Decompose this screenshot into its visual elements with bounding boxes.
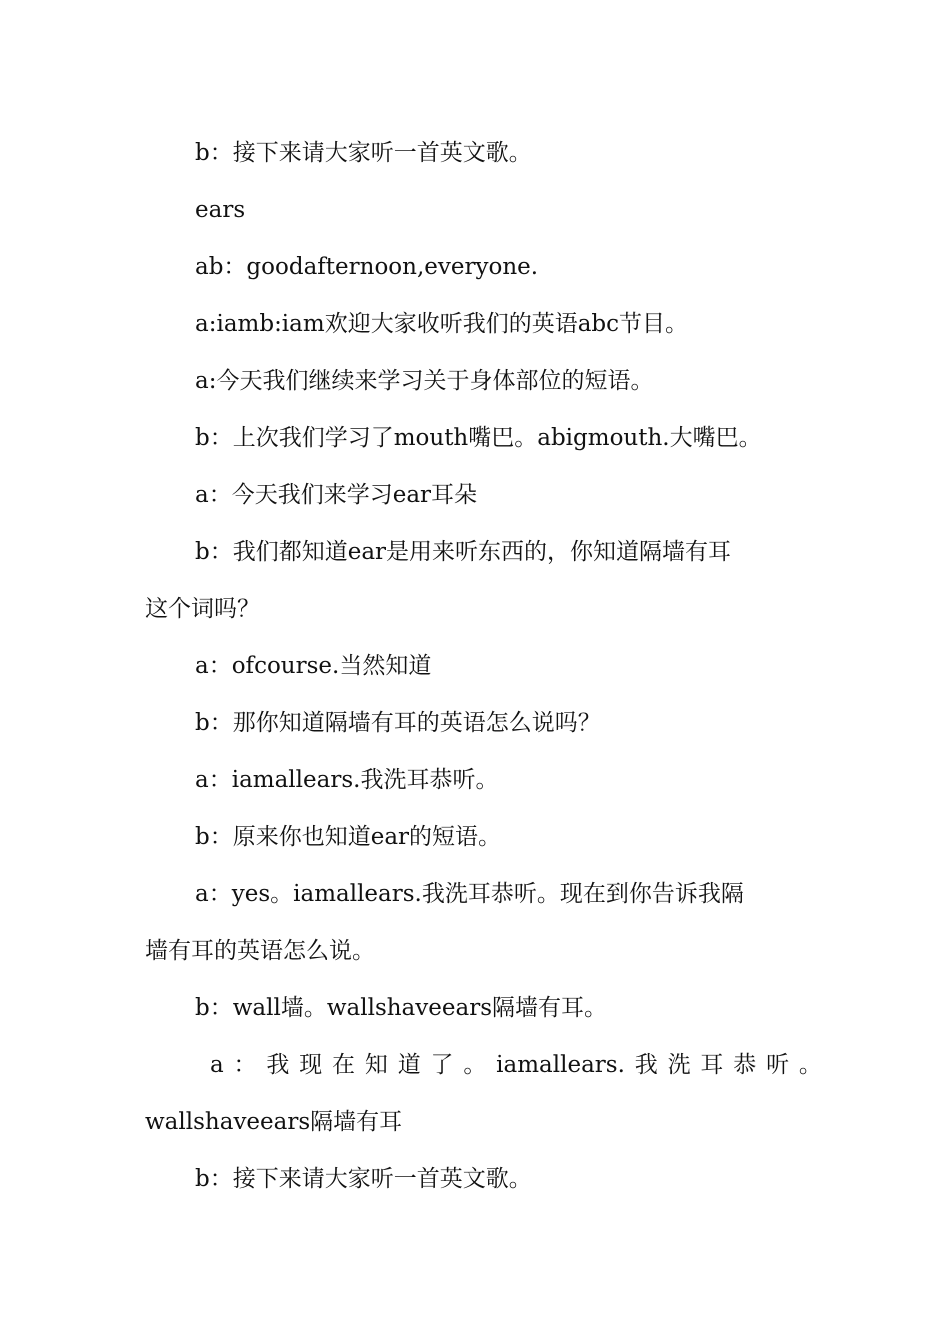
- spread-part: iamallears.: [496, 1052, 625, 1078]
- text-line-5: a:今天我们继续来学习关于身体部位的短语。: [195, 368, 654, 394]
- text-line-9: 这个词吗？: [145, 596, 260, 622]
- spread-part: 。: [798, 1052, 822, 1078]
- text-line-17-justified: [210, 1050, 822, 1080]
- spread-part: 我: [634, 1052, 658, 1078]
- spread-part: 耳: [700, 1052, 724, 1078]
- text-line-16: b：wall墙。wallshaveears隔墙有耳。: [195, 995, 608, 1021]
- text-line-14: a：yes。iamallears.我洗耳恭听。现在到你告诉我隔: [195, 881, 744, 907]
- text-line-3: ab：goodafternoon,everyone.: [195, 254, 539, 280]
- spread-part: 我: [266, 1052, 290, 1078]
- text-line-1: b：接下来请大家听一首英文歌。: [195, 140, 532, 166]
- spread-part: 道: [397, 1052, 421, 1078]
- spread-part: ：: [233, 1052, 257, 1078]
- spread-part: 洗: [667, 1052, 691, 1078]
- text-line-8: b：我们都知道ear是用来听东西的，你知道隔墙有耳: [195, 539, 732, 565]
- spread-part: a: [210, 1052, 224, 1078]
- text-line-15: 墙有耳的英语怎么说。: [145, 938, 375, 964]
- text-line-2: ears: [195, 197, 246, 223]
- text-line-19: b：接下来请大家听一首英文歌。: [195, 1166, 532, 1192]
- spread-part: 了: [430, 1052, 454, 1078]
- spread-part: 。: [463, 1052, 487, 1078]
- text-line-13: b：原来你也知道ear的短语。: [195, 824, 502, 850]
- text-line-12: a：iamallears.我洗耳恭听。: [195, 767, 499, 793]
- spread-part: 知: [364, 1052, 388, 1078]
- text-line-10: a：ofcourse.当然知道: [195, 653, 432, 679]
- spread-part: 现: [299, 1052, 323, 1078]
- text-line-4: a:iamb:iam欢迎大家收听我们的英语abc节目。: [195, 311, 689, 337]
- text-line-18: wallshaveears隔墙有耳: [145, 1109, 403, 1135]
- spread-part: 听: [766, 1052, 790, 1078]
- spread-part: 在: [332, 1052, 356, 1078]
- text-line-11: b：那你知道隔墙有耳的英语怎么说吗？: [195, 710, 601, 736]
- text-line-7: a：今天我们来学习ear耳朵: [195, 482, 478, 508]
- spread-part: 恭: [733, 1052, 757, 1078]
- text-line-6: b：上次我们学习了mouth嘴巴。abigmouth.大嘴巴。: [195, 425, 762, 451]
